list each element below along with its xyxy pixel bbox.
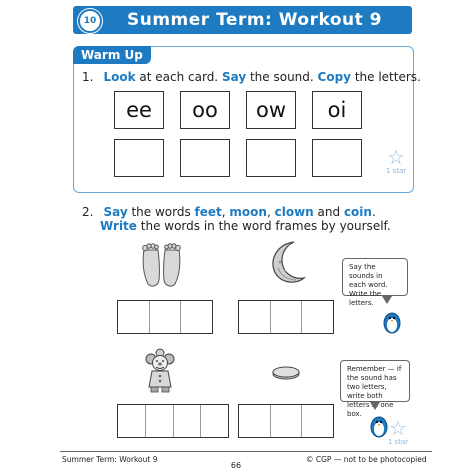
frame-cell[interactable] xyxy=(239,301,271,333)
word-frame-moon[interactable] xyxy=(238,300,334,334)
header-banner xyxy=(73,6,412,34)
frame-cell[interactable] xyxy=(146,405,174,437)
frame-cell[interactable] xyxy=(271,301,303,333)
instruction-text: , xyxy=(221,205,230,219)
answer-box-oo[interactable] xyxy=(180,139,230,177)
word-frame-clown[interactable] xyxy=(117,404,229,438)
footer-workout-label: Summer Term: Workout 9 xyxy=(62,455,158,464)
frame-cell[interactable] xyxy=(302,301,333,333)
moon-icon xyxy=(264,238,312,286)
speech-bubble-text: Remember — if the sound has two letters, write both letters in one box. xyxy=(347,365,402,418)
word-clown: clown xyxy=(274,205,314,219)
speech-bubble-text: Say the sounds in each word. Write the letters. xyxy=(349,263,388,307)
star-rating-1[interactable] xyxy=(381,147,411,175)
star-outline-icon: ☆ xyxy=(387,145,405,169)
speech-bubble-reminder xyxy=(340,360,410,418)
instruction-keyword-write: Write xyxy=(100,219,137,233)
instruction-text: , xyxy=(266,205,275,219)
speech-bubble-hint xyxy=(342,258,408,307)
speech-bubble-tail xyxy=(370,402,380,410)
badge-number: 10 xyxy=(83,16,97,26)
frame-cell[interactable] xyxy=(150,301,182,333)
answer-box-ow[interactable] xyxy=(246,139,296,177)
instruction-keyword-say: Say xyxy=(103,205,128,219)
instruction-text: the words xyxy=(127,205,195,219)
feet-icon xyxy=(138,240,186,288)
warm-up-tab: Warm Up xyxy=(73,46,151,64)
question-2-instruction-line2 xyxy=(100,219,391,233)
instruction-keyword-look: Look xyxy=(103,70,136,84)
instruction-text: the letters. xyxy=(351,70,421,84)
instruction-text: at each card. xyxy=(135,70,222,84)
star-outline-icon: ☆ xyxy=(389,416,407,440)
word-moon: moon xyxy=(229,205,267,219)
star-label: 1 star xyxy=(387,438,409,446)
speech-bubble-tail xyxy=(382,296,392,304)
instruction-text: the sound. xyxy=(246,70,318,84)
question-1-number: 1. xyxy=(82,70,94,84)
frame-cell[interactable] xyxy=(302,405,333,437)
sound-card-ee: ee xyxy=(114,91,164,129)
sound-card-oi: oi xyxy=(312,91,362,129)
page-title: Summer Term: Workout 9 xyxy=(126,10,382,30)
question-1-instruction xyxy=(82,70,421,84)
frame-cell[interactable] xyxy=(181,301,212,333)
sound-card-oo: oo xyxy=(180,91,230,129)
word-frame-coin[interactable] xyxy=(238,404,334,438)
footer-copyright: © CGP — not to be photocopied xyxy=(306,455,427,464)
instruction-keyword-say: Say xyxy=(221,70,247,84)
word-feet: feet xyxy=(194,205,222,219)
word-frame-feet[interactable] xyxy=(117,300,213,334)
frame-cell[interactable] xyxy=(239,405,271,437)
penguin-mascot-icon xyxy=(381,308,403,334)
instruction-keyword-copy: Copy xyxy=(317,70,351,84)
footer-divider xyxy=(60,451,432,452)
question-2-number: 2. xyxy=(82,205,94,219)
question-2-instruction-line1 xyxy=(82,205,376,219)
coin-icon xyxy=(270,364,302,382)
answer-box-ee[interactable] xyxy=(114,139,164,177)
instruction-text: the words in the word frames by yourself. xyxy=(136,219,391,233)
clown-icon xyxy=(140,347,180,395)
frame-cell[interactable] xyxy=(271,405,303,437)
frame-cell[interactable] xyxy=(118,301,150,333)
star-rating-2[interactable] xyxy=(385,418,411,446)
star-label: 1 star xyxy=(385,167,407,175)
page-number: 66 xyxy=(230,461,242,470)
sound-card-ow: ow xyxy=(246,91,296,129)
word-coin: coin xyxy=(343,205,372,219)
frame-cell[interactable] xyxy=(118,405,146,437)
clock-badge-icon xyxy=(78,9,102,33)
frame-cell[interactable] xyxy=(201,405,228,437)
answer-box-oi[interactable] xyxy=(312,139,362,177)
instruction-text: . xyxy=(371,205,376,219)
instruction-text: and xyxy=(313,205,344,219)
frame-cell[interactable] xyxy=(174,405,202,437)
